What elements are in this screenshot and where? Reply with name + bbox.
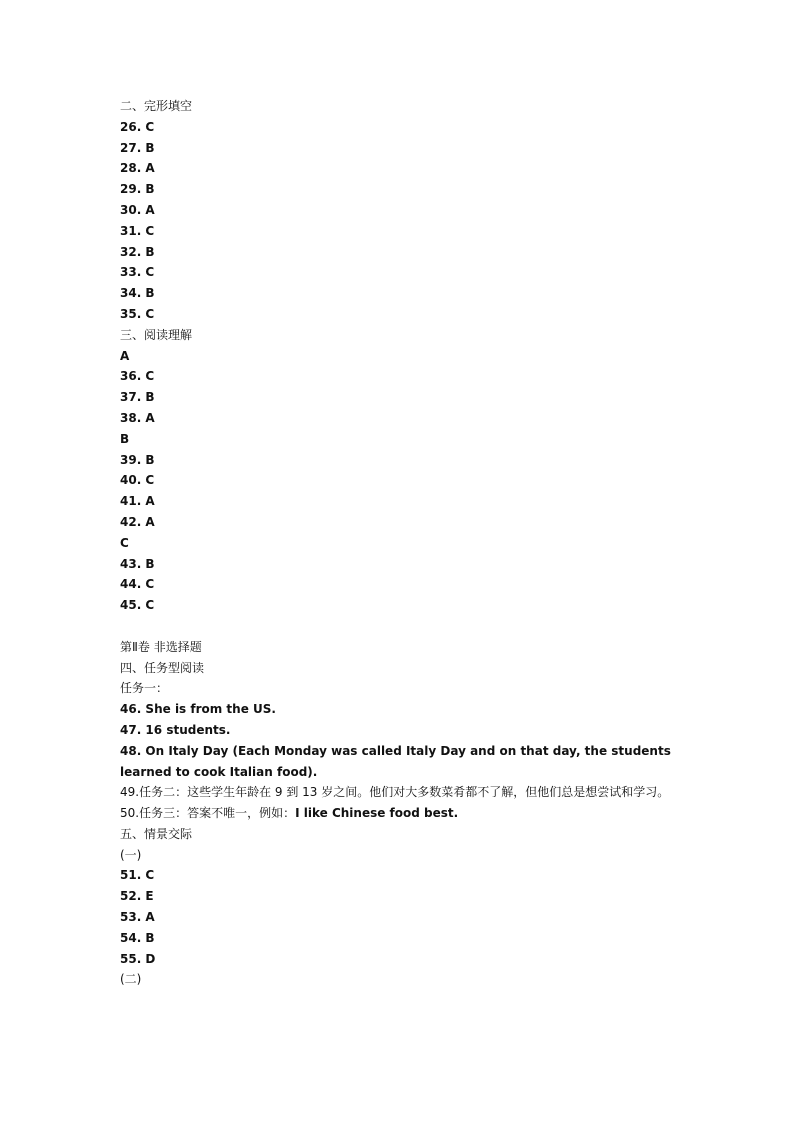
- answer-line: 36. C: [120, 369, 155, 384]
- answer-48: 48. On Italy Day (Each Monday was called Italy Day and on that day, the students learned to cook Italian food).: [120, 743, 671, 779]
- section2-title: 二、完形填空: [120, 99, 193, 113]
- answer-line: 54. B: [120, 930, 155, 945]
- answer-line: 39. B: [120, 452, 155, 467]
- answer-line: 38. A: [120, 410, 155, 425]
- answer-49: 49.任务二：这些学生年龄在 9 到 13 岁之间。他们对大多数菜肴都不了解，但他们总是想尝试和学习。: [120, 785, 670, 800]
- answer-line: 44. C: [120, 577, 155, 592]
- answer-47: 47. 16 students.: [120, 722, 231, 737]
- answer-line: 34. B: [120, 286, 155, 301]
- answer-50: [120, 803, 690, 824]
- answer-line: 33. C: [120, 265, 155, 280]
- part2-title: 第Ⅱ卷 非选择题: [120, 639, 202, 654]
- answer-line: 35. C: [120, 306, 155, 321]
- answer-46: 46. She is from the US.: [120, 702, 276, 717]
- group-label-a: A: [120, 348, 130, 363]
- task1-label: 任务一：: [120, 681, 169, 696]
- answer-line: 27. B: [120, 140, 155, 155]
- section3-title: 三、阅读理解: [120, 327, 193, 342]
- answer-line: 42. A: [120, 514, 155, 529]
- section5-title: 五、情景交际: [120, 826, 193, 841]
- answer-line: 40. C: [120, 473, 155, 488]
- answer-50-suffix: I like Chinese food best.: [295, 806, 459, 821]
- answer-line: 30. A: [120, 202, 155, 217]
- answer-line: 41. A: [120, 494, 155, 509]
- answer-key-content: [120, 96, 690, 990]
- answer-line: 52. E: [120, 889, 154, 904]
- answer-line: 28. A: [120, 161, 155, 176]
- subsection-1-label: (一): [120, 847, 142, 862]
- answer-line: 55. D: [120, 951, 156, 966]
- answer-line: 29. B: [120, 182, 155, 197]
- answer-line: 32. B: [120, 244, 155, 259]
- answer-line: 43. B: [120, 556, 155, 571]
- group-label-b: B: [120, 431, 130, 446]
- answer-line: 31. C: [120, 223, 155, 238]
- section4-title: 四、任务型阅读: [120, 660, 205, 675]
- group-label-c: C: [120, 535, 129, 550]
- answer-line: 37. B: [120, 390, 155, 405]
- blank-line: [120, 616, 690, 637]
- answer-line: 26. C: [120, 119, 155, 134]
- answer-50-prefix: 50.任务三：答案不唯一，例如：: [120, 806, 296, 821]
- answer-line: 53. A: [120, 910, 155, 925]
- subsection-2-label: (二): [120, 972, 142, 987]
- answer-line: 51. C: [120, 868, 155, 883]
- answer-line: 45. C: [120, 598, 155, 613]
